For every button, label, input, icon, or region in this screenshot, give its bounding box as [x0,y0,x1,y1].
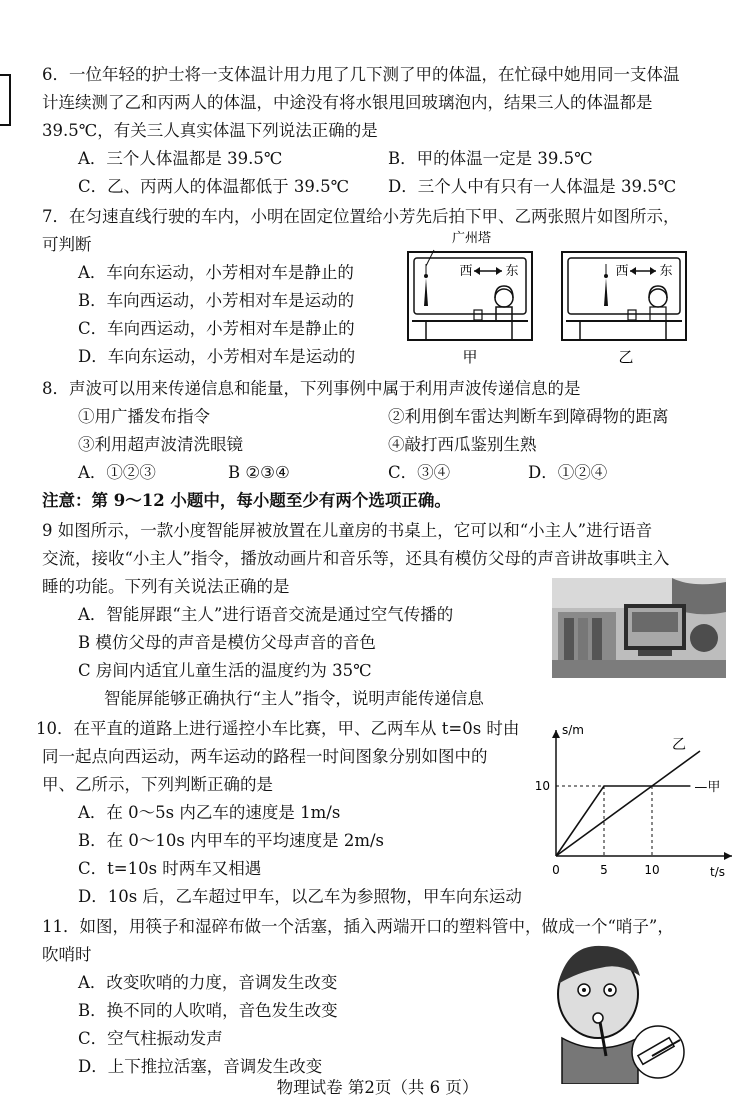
y-axis-arrow [552,730,560,738]
jia-arrow-label: 西 [459,264,473,279]
q7-photo-figure [400,228,700,368]
q9-option-b: B 模仿父母的声音是模仿父母声音的音色 [78,633,376,652]
y-axis-label: s/m [562,723,584,737]
q10-option-d: D．10s 后，乙车超过甲车，以乙车为参照物，甲车向东运动 [78,887,522,906]
q6-line3: 39.5℃，有关三人真实体温下列说法正确的是 [42,121,378,140]
q11-line2: 吹哨时 [42,945,92,964]
q7-option-c: C．车向西运动，小芳相对车是静止的 [78,319,355,338]
x-tick-10: 10 [644,863,660,877]
margin-bracket [0,74,11,126]
q11-option-b: B．换不同的人吹哨，音色发生改变 [78,1001,338,1020]
tower-label: 广州塔 [452,231,492,246]
q8-option-c: C．③④ [388,463,451,482]
q7-line1: 7．在匀速直线行驶的车内，小明在固定位置给小芳先后拍下甲、乙两张照片如图所示， [42,207,680,226]
svg-text:东: 东 [659,264,673,279]
q11-line1: 11．如图，用筷子和湿碎布做一个活塞，插入两端开口的塑料管中，做成一个“哨子”， [42,917,674,936]
series-line-jia [556,786,690,856]
graph-series [556,751,700,856]
q11-option-c: C．空气柱振动发声 [78,1029,223,1048]
q9-option-c: C 房间内适宜儿童生活的温度约为 35℃ [78,661,372,680]
q8-item-4: ④敲打西瓜鉴别生熟 [388,435,537,454]
photo-caption-jia: 甲 [462,348,478,366]
q9-line1: 9 如图所示，一款小度智能屏被放置在儿童房的书桌上，它可以和“小主人”进行语音 [42,521,653,540]
y-tick-10: 10 [534,779,550,793]
q11-option-a: A．改变吹哨的力度，音调发生改变 [78,973,338,992]
section-note: 注意：第 9～12 小题中，每小题至少有两个选项正确。 [42,491,451,510]
q7-line2: 可判断 [42,235,92,254]
series-label-jia: —甲 [694,780,721,795]
smart-screen-photo [552,578,726,678]
page-footer: 物理试卷 第2页（共 6 页） [276,1078,479,1097]
graph-axes [552,730,732,860]
x-tick-0: 0 [552,863,560,877]
st-graph [532,716,742,882]
x-axis-label: t/s [710,865,725,879]
q7-option-d: D．车向东运动，小芳相对车是运动的 [78,347,356,366]
q10-option-c: C．t=10s 时两车又相遇 [78,859,262,878]
photo-caption-yi: 乙 [618,348,634,366]
q10-option-b: B．在 0～10s 内甲车的平均速度是 2m/s [78,831,384,850]
q9-line3: 睡的功能。下列有关说法正确的是 [42,577,290,596]
q6-option-c: C．乙、丙两人的体温都低于 39.5℃ [78,177,350,196]
q10-option-a: A．在 0～5s 内乙车的速度是 1m/s [78,803,341,822]
whistle-boy-illustration [540,944,690,1084]
q7-option-b: B．车向西运动，小芳相对车是运动的 [78,291,355,310]
q11-option-d: D．上下推拉活塞，音调发生改变 [78,1057,323,1076]
q6-line2: 计连续测了乙和丙两人的体温，中途没有将水银甩回玻璃泡内，结果三人的体温都是 [42,93,653,112]
q8-option-d: D．①②④ [528,463,608,482]
q6-line1: 6．一位年轻的护士将一支体温计用力甩了几下测了甲的体温，在忙碌中她用同一支体温 [42,65,680,84]
photo-yi [562,252,686,340]
photo-jia [408,250,532,340]
q9-option-a: A．智能屏跟“主人”进行语音交流是通过空气传播的 [78,605,454,624]
q8-item-3: ③利用超声波清洗眼镜 [78,435,243,454]
q8-item-2: ②利用倒车雷达判断车到障碍物的距离 [388,407,669,426]
q10-line1: 10．在平直的道路上进行遥控小车比赛，甲、乙两车从 t=0s 时由 [36,719,520,738]
q8-line1: 8．声波可以用来传递信息和能量，下列事例中属于利用声波传递信息的是 [42,379,581,398]
x-axis-arrow [724,852,732,860]
q6-option-a: A．三个人体温都是 39.5℃ [78,149,283,168]
q6-option-d: D．三个人中有只有一人体温是 39.5℃ [388,177,677,196]
series-line-yi [556,751,700,856]
q9-line2: 交流，接收“小主人”指令，播放动画片和音乐等，还具有模仿父母的声音讲故事哄主入 [42,549,670,568]
q7-option-a: A．车向东运动，小芳相对车是静止的 [78,263,354,282]
q8-option-a: A．①②③ [78,463,156,482]
q6-option-b: B．甲的体温一定是 39.5℃ [388,149,593,168]
x-tick-5: 5 [600,863,608,877]
svg-text:西: 西 [615,264,629,279]
q8-item-1: ①用广播发布指令 [78,407,210,426]
q10-line3: 甲、乙所示，下列判断正确的是 [42,775,273,794]
svg-text:东: 东 [505,264,519,279]
q8-option-b: B ②③④ [228,463,290,482]
q9-option-d: 智能屏能够正确执行“主人”指令，说明声能传递信息 [104,689,484,708]
series-label-yi: 乙 [672,737,686,753]
q10-line2: 同一起点向西运动，两车运动的路程一时间图象分别如图中的 [42,747,488,766]
